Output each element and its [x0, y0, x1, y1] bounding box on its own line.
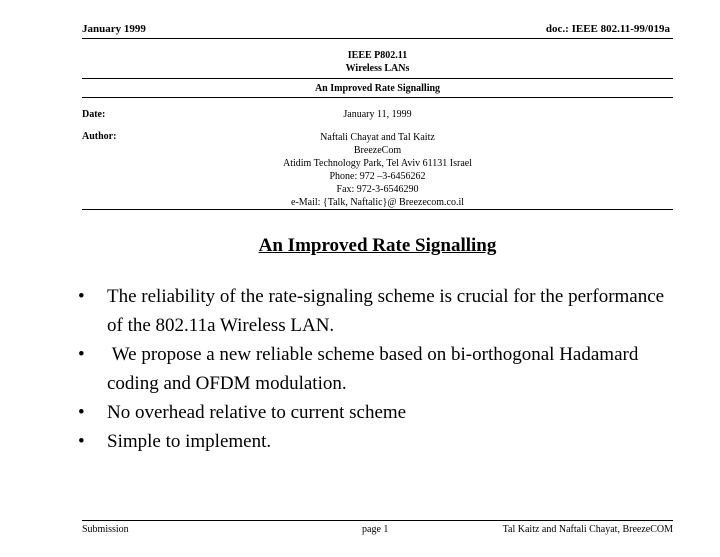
author-line-names: Naftali Chayat and Tal Kaitz	[320, 132, 435, 143]
date-value: January 11, 1999	[343, 109, 412, 120]
cover-rule-bottom	[82, 209, 673, 210]
list-item	[75, 282, 675, 340]
author-line-email: e-Mail: {Talk, Naftalic}@ Breezecom.co.il	[290, 197, 465, 208]
header-rule	[82, 38, 673, 39]
list-item	[75, 340, 675, 398]
bullet-icon: •	[78, 344, 85, 365]
footer-submission: Submission	[82, 524, 129, 535]
header-doc-id: doc.: IEEE 802.11-99/019a	[545, 23, 670, 35]
author-line-fax: Fax: 972-3-6546290	[336, 184, 419, 195]
bullet-list	[75, 282, 675, 456]
author-line-company: BreezeCom	[353, 145, 402, 156]
cover-rule-title	[82, 97, 673, 98]
footer-page-number: page 1	[362, 524, 389, 535]
author-label: Author:	[82, 131, 117, 142]
slide-title: An Improved Rate Signalling	[258, 235, 497, 256]
org-line-1: IEEE P802.11	[347, 50, 408, 61]
cover-rule-top	[82, 78, 673, 79]
bullet-text: Simple to implement.	[107, 431, 272, 452]
list-item	[75, 427, 675, 456]
author-line-address: Atidim Technology Park, Tel Aviv 61131 Israel	[282, 158, 473, 169]
footer-rule	[82, 520, 673, 521]
bullet-text: No overhead relative to current scheme	[107, 402, 407, 423]
bullet-icon: •	[78, 431, 85, 452]
bullet-icon: •	[78, 402, 85, 423]
cover-doc-title: An Improved Rate Signalling	[314, 83, 441, 94]
author-line-phone: Phone: 972 –3-6456262	[329, 171, 426, 182]
org-line-2: Wireless LANs	[345, 63, 410, 74]
author-block	[82, 131, 673, 209]
bullet-text: We propose a new reliable scheme based on bi-orthogonal Hadamard coding and OFDM modulation.	[107, 344, 644, 394]
footer-authors: Tal Kaitz and Naftali Chayat, BreezeCOM	[502, 524, 673, 535]
header-date: January 1999	[82, 23, 146, 35]
list-item	[75, 398, 675, 427]
date-label: Date:	[82, 109, 106, 120]
bullet-text: The reliability of the rate-signaling scheme is crucial for the performance of the 802.11a Wireless LAN.	[107, 286, 665, 336]
bullet-icon: •	[78, 286, 85, 307]
